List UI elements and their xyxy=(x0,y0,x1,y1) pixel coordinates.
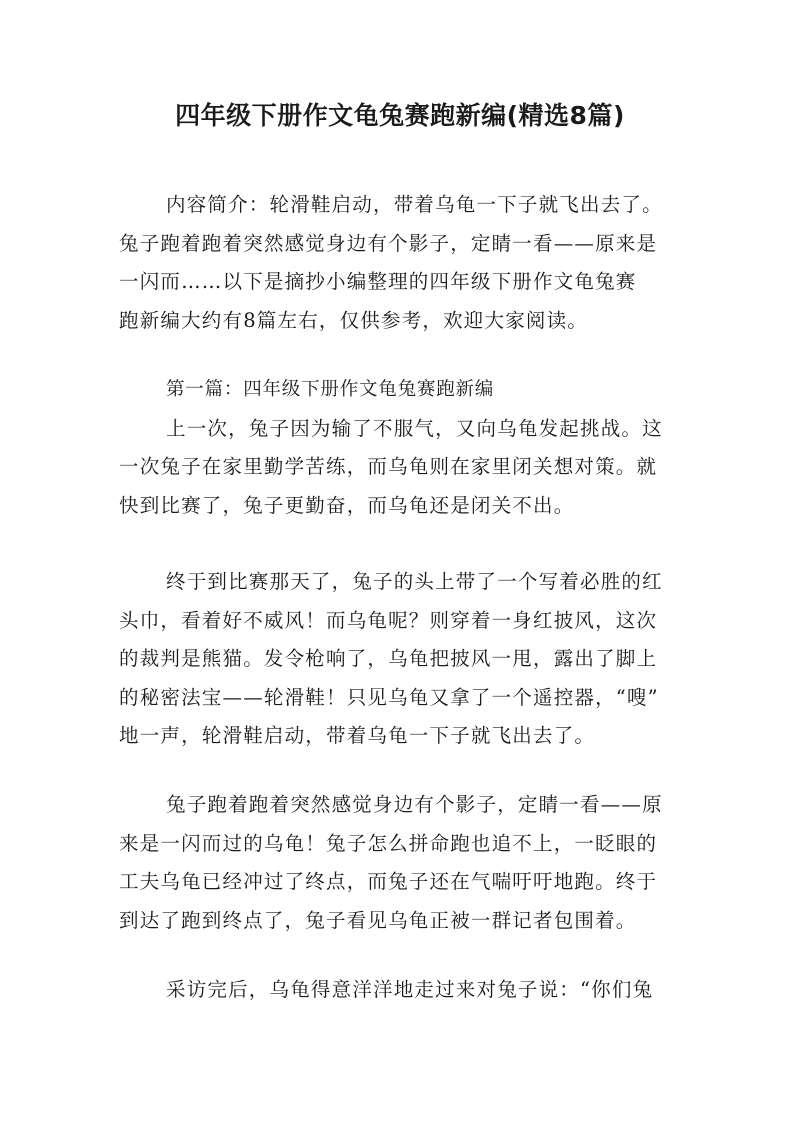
paragraph-line: 到达了跑到终点了，兔子看见乌龟正被一群记者包围着。 xyxy=(119,908,637,932)
paragraph-line: 工夫乌龟已经冲过了终点，而兔子还在气喘吁吁地跑。终于 xyxy=(119,870,658,893)
paragraph-three xyxy=(119,786,691,940)
intro-paragraph xyxy=(119,186,691,340)
paragraph-line: 头巾，看着好不威风！而乌龟呢？则穿着一身红披风，这次 xyxy=(119,608,658,632)
paragraph-four xyxy=(119,971,691,1010)
paragraph-line: 上一次，兔子因为输了不服气，又向乌龟发起挑战。这 xyxy=(166,416,663,440)
paragraph-line: 一次兔子在家里勤学苦练，而乌龟则在家里闭关想对策。就 xyxy=(119,455,658,478)
intro-line: 内容简介：轮滑鞋启动，带着乌龟一下子就飞出去了。 xyxy=(166,193,663,216)
paragraph-line: 地一声，轮滑鞋启动，带着乌龟一下子就飞出去了。 xyxy=(119,724,596,747)
paragraph-line: 的裁判是熊猫。发令枪响了，乌龟把披风一甩，露出了脚上 xyxy=(119,647,658,670)
paragraph-line: 采访完后，乌龟得意洋洋地走过来对兔子说：“你们兔 xyxy=(166,978,654,1001)
paragraph-line: 快到比赛了，兔子更勤奋，而乌龟还是闭关不出。 xyxy=(119,493,575,517)
paragraph-line: 的秘密法宝——轮滑鞋！只见乌龟又拿了一个遥控器，“嗖” xyxy=(119,685,659,709)
intro-line: 一闪而……以下是摘抄小编整理的四年级下册作文龟兔赛 xyxy=(119,270,637,293)
paragraph-line: 兔子跑着跑着突然感觉身边有个影子，定睛一看——原 xyxy=(166,793,663,816)
intro-line: 跑新编大约有8篇左右，仅供参考，欢迎大家阅读。 xyxy=(119,308,589,332)
section-heading: 第一篇：四年级下册作文龟兔赛跑新编 xyxy=(166,379,495,400)
section-one xyxy=(119,371,691,525)
page-title: 四年级下册作文龟兔赛跑新编(精选8篇) xyxy=(175,101,625,130)
paragraph-line: 终于到比赛那天了，兔子的头上带了一个写着必胜的红 xyxy=(166,570,663,593)
paragraph-two xyxy=(119,563,691,756)
paragraph-line: 来是一闪而过的乌龟！兔子怎么拼命跑也追不上，一眨眼的 xyxy=(119,831,658,855)
intro-line: 兔子跑着跑着突然感觉身边有个影子，定睛一看——原来是 xyxy=(119,231,658,255)
